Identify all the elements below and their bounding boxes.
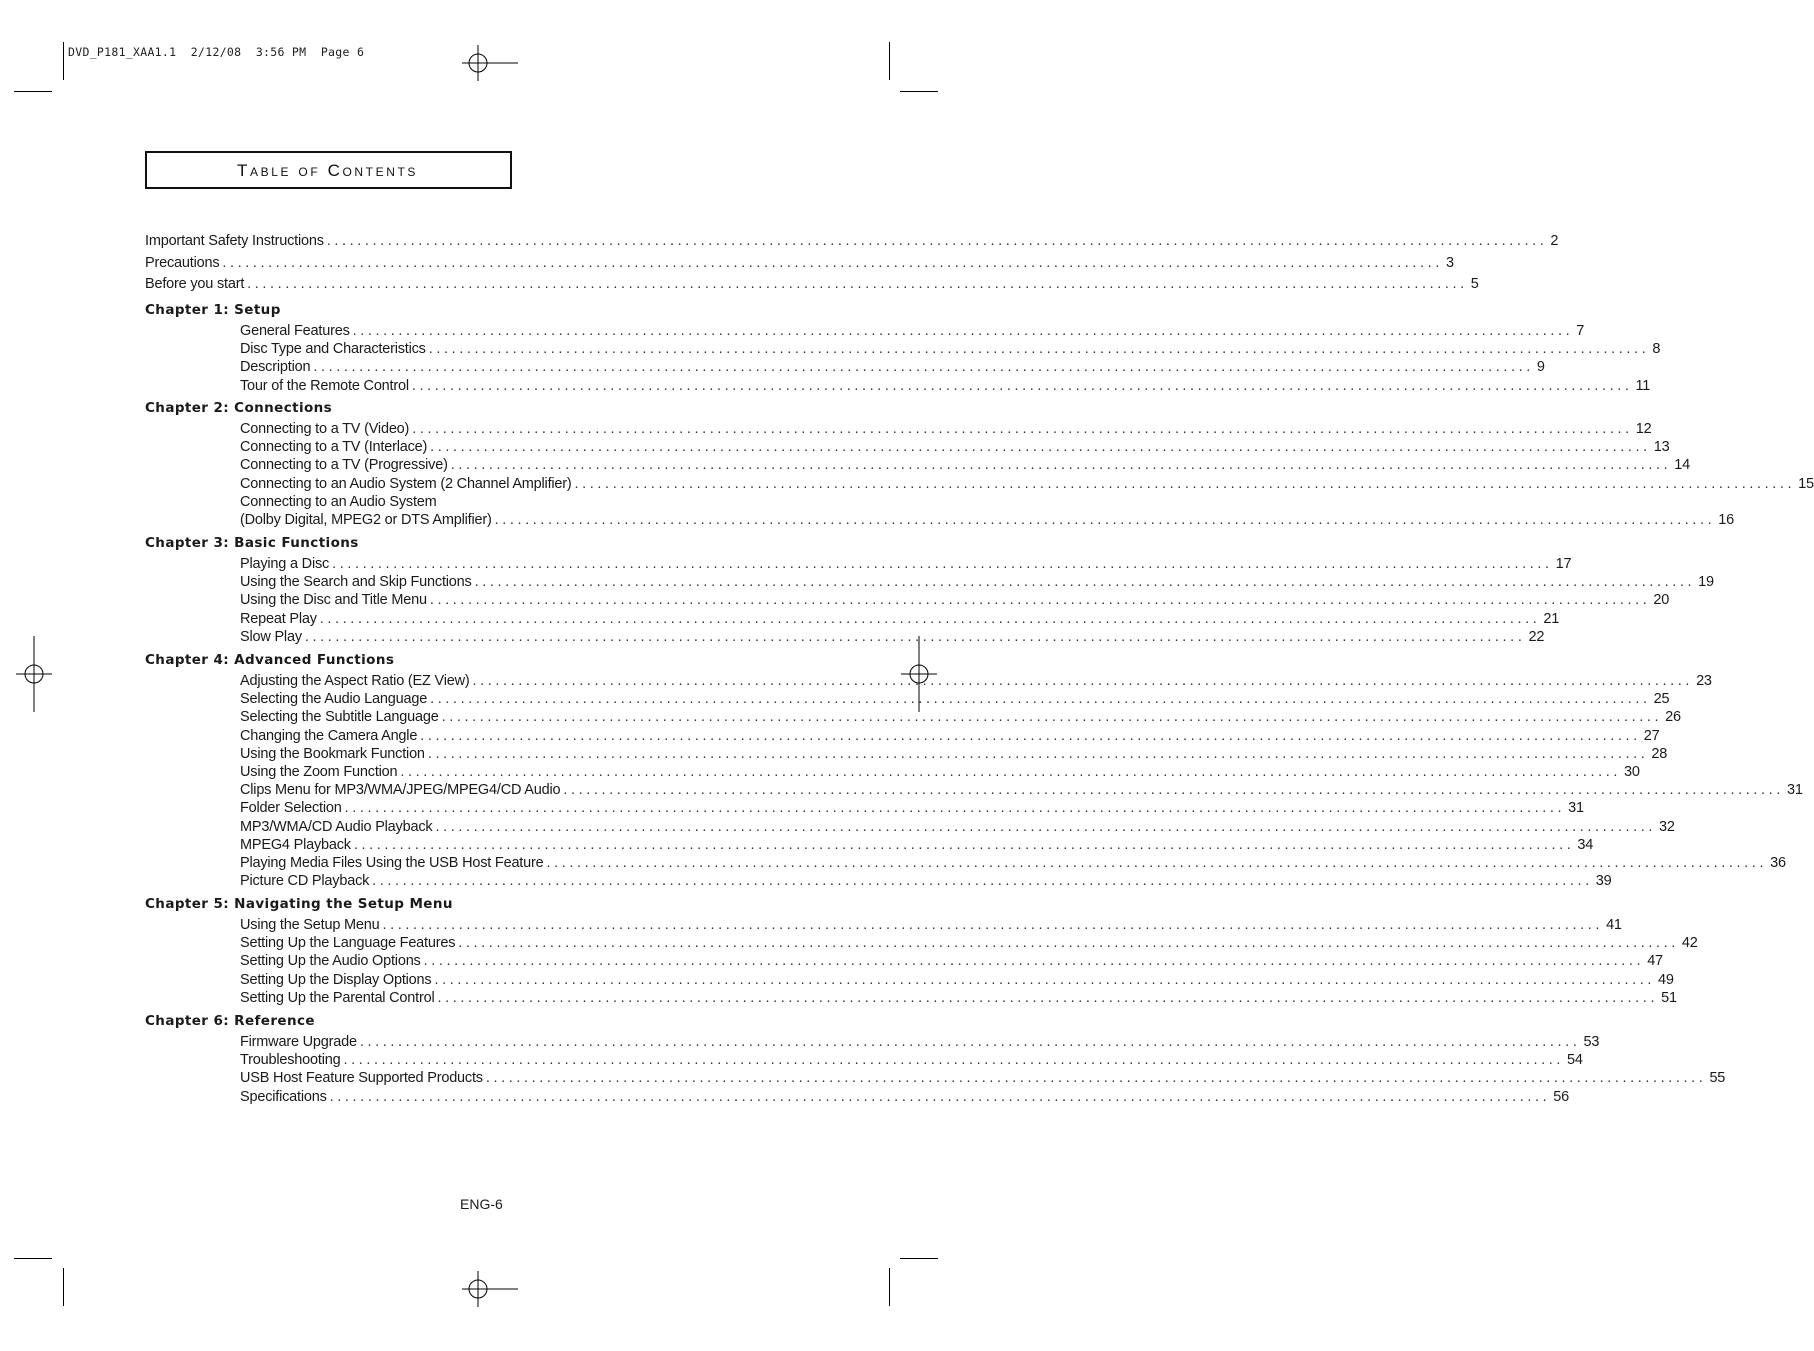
toc-entry [240, 872, 1612, 890]
dot-leader: ................................................................................................................................................................ [458, 935, 1679, 951]
toc-page-number: 34 [1577, 837, 1594, 853]
toc-page-number: 42 [1681, 935, 1698, 951]
toc-entry-label: Using the Zoom Function [240, 764, 398, 780]
toc-page-number: 39 [1595, 873, 1612, 889]
toc-page-number: 28 [1651, 746, 1668, 762]
toc-page-number: 54 [1567, 1052, 1583, 1068]
dot-leader: ................................................................................................................................................................ [382, 917, 1604, 933]
dot-leader: ................................................................................................................................................................ [474, 574, 1696, 590]
toc-page-number: 15 [1798, 476, 1814, 492]
toc-entry [240, 763, 1640, 781]
dot-leader: ................................................................................................................................................................ [441, 709, 1663, 725]
dot-leader: ................................................................................................................................................................ [427, 746, 1649, 762]
toc-entry [240, 456, 1691, 474]
toc-page-number: 47 [1647, 953, 1663, 969]
dot-leader: ................................................................................................................................................................ [494, 512, 1716, 528]
toc-entry [240, 818, 1675, 836]
dot-leader: ................................................................................................................................................................ [247, 276, 1468, 292]
toc-entry-label: Adjusting the Aspect Ratio (EZ View) [240, 673, 470, 689]
toc-entry [240, 1033, 1600, 1051]
chapter-heading: Chapter 1: Setup [145, 302, 281, 318]
dot-leader: ................................................................................................................................................................ [326, 233, 1548, 249]
toc-page-number: 49 [1658, 972, 1674, 988]
dot-leader: ................................................................................................................................................................ [574, 476, 1796, 492]
dot-leader: ................................................................................................................................................................ [412, 421, 1633, 437]
toc-page-number: 5 [1470, 276, 1479, 292]
toc-entry-label: Disc Type and Characteristics [240, 341, 426, 357]
toc-entry-label: USB Host Feature Supported Products [240, 1070, 483, 1086]
toc-entry [240, 377, 1651, 395]
toc-entry-label: Selecting the Subtitle Language [240, 709, 439, 725]
toc-entry-label: Setting Up the Display Options [240, 972, 432, 988]
toc-entry [240, 322, 1585, 340]
toc-page-number: 56 [1553, 1089, 1569, 1105]
toc-page-number: 41 [1606, 917, 1622, 933]
dot-leader: ................................................................................................................................................................ [359, 1034, 1581, 1050]
page-title: Table of Contents [237, 161, 418, 180]
toc-entry [240, 628, 1545, 646]
chapter-heading: Chapter 4: Advanced Functions [145, 652, 395, 668]
toc-entry [240, 591, 1670, 609]
dot-leader: ................................................................................................................................................................ [352, 323, 1574, 339]
toc-page-number: 30 [1623, 764, 1640, 780]
toc-entry-label: Using the Search and Skip Functions [240, 574, 472, 590]
dot-leader: ................................................................................................................................................................ [430, 439, 1651, 455]
toc-entry [240, 708, 1681, 726]
toc-page-number: 26 [1665, 709, 1681, 725]
toc-page-number: 3 [1445, 255, 1454, 271]
toc-page-number: 9 [1536, 359, 1545, 375]
dot-leader: ................................................................................................................................................................ [423, 953, 1645, 969]
toc-page-number: 14 [1674, 457, 1691, 473]
toc-entry [240, 934, 1698, 952]
dot-leader: ................................................................................................................................................................ [428, 341, 1650, 357]
toc-entry-label: Playing a Disc [240, 556, 330, 572]
toc-page-number: 13 [1653, 439, 1670, 455]
toc-page-number: 25 [1653, 691, 1670, 707]
toc-entry-label: Specifications [240, 1089, 327, 1105]
chapter-heading: Chapter 5: Navigating the Setup Menu [145, 896, 453, 912]
toc-entry [240, 854, 1786, 872]
dot-leader: ................................................................................................................................................................ [434, 972, 1656, 988]
toc-entry [240, 511, 1734, 529]
toc-entry [240, 610, 1560, 628]
toc-page-number: 17 [1555, 556, 1572, 572]
toc-page-number: 19 [1698, 574, 1714, 590]
toc-entry-label: Firmware Upgrade [240, 1034, 357, 1050]
toc-entry [240, 555, 1572, 573]
toc-entry-label: Repeat Play [240, 611, 317, 627]
dot-leader: ................................................................................................................................................................ [304, 629, 1526, 645]
toc-entry [240, 952, 1663, 970]
toc-entry [145, 232, 1559, 250]
dot-leader: ................................................................................................................................................................ [435, 819, 1657, 835]
dot-leader: ................................................................................................................................................................ [313, 359, 1534, 375]
toc-entry-label: MP3/WMA/CD Audio Playback [240, 819, 433, 835]
toc-entry [240, 690, 1670, 708]
print-slug: DVD_P181_XAA1.1 2/12/08 3:56 PM Page 6 [68, 45, 365, 59]
toc-entry [240, 1088, 1569, 1106]
toc-page-number: 16 [1718, 512, 1734, 528]
toc-page-number: 55 [1709, 1070, 1726, 1086]
toc-entry-label: Troubleshooting [240, 1052, 341, 1068]
page-number: ENG-6 [460, 1196, 503, 1212]
toc-page-number: 11 [1635, 378, 1651, 394]
toc-entry-label: Tour of the Remote Control [240, 378, 409, 394]
toc-entry-label: Setting Up the Language Features [240, 935, 456, 951]
toc-entry-label: General Features [240, 323, 350, 339]
dot-leader: ................................................................................................................................................................ [400, 764, 1621, 780]
dot-leader: ................................................................................................................................................................ [429, 592, 1651, 608]
dot-leader: ................................................................................................................................................................ [329, 1089, 1551, 1105]
toc-entry [240, 727, 1660, 745]
toc-entry-label: Using the Bookmark Function [240, 746, 425, 762]
toc-entry-label: MPEG4 Playback [240, 837, 351, 853]
toc-entry-label: Selecting the Audio Language [240, 691, 428, 707]
toc-entry-label: Folder Selection [240, 800, 342, 816]
toc-entry-label: Slow Play [240, 629, 302, 645]
toc-page-number: 23 [1696, 673, 1712, 689]
toc-entry [240, 989, 1677, 1007]
dot-leader: ................................................................................................................................................................ [319, 611, 1541, 627]
toc-entry [145, 275, 1479, 293]
toc-entry-label: Precautions [145, 255, 220, 271]
chapter-heading: Chapter 6: Reference [145, 1013, 315, 1029]
dot-leader: ................................................................................................................................................................ [344, 800, 1566, 816]
dot-leader: ................................................................................................................................................................ [353, 837, 1575, 853]
toc-page-number: 27 [1643, 728, 1660, 744]
toc-entry-label: Before you start [145, 276, 245, 292]
dot-leader: ................................................................................................................................................................ [343, 1052, 1565, 1068]
chapter-heading: Chapter 2: Connections [145, 400, 333, 416]
toc-page-number: 20 [1653, 592, 1670, 608]
toc-entry [240, 438, 1670, 456]
toc-entry [240, 745, 1668, 763]
toc-page-number: 31 [1786, 782, 1803, 798]
dot-leader: ................................................................................................................................................................ [437, 990, 1659, 1006]
toc-entry-label: Connecting to a TV (Interlace) [240, 439, 428, 455]
toc-entry-label: Connecting to an Audio System [240, 494, 437, 510]
toc-entry-label: Connecting to an Audio System (2 Channel Amplifier) [240, 476, 572, 492]
chapter-heading: Chapter 3: Basic Functions [145, 535, 359, 551]
toc-entry [240, 916, 1622, 934]
toc-page-number: 12 [1635, 421, 1652, 437]
toc-entry-label: Connecting to a TV (Video) [240, 421, 410, 437]
toc-entry [240, 1069, 1726, 1087]
toc-page-number: 22 [1528, 629, 1545, 645]
toc-page-number: 21 [1543, 611, 1560, 627]
toc-entry [240, 420, 1652, 438]
dot-leader: ................................................................................................................................................................ [332, 556, 1553, 572]
toc-page-number: 8 [1652, 341, 1661, 357]
toc-entry-label: Setting Up the Parental Control [240, 990, 435, 1006]
toc-page-number: 2 [1550, 233, 1559, 249]
toc-entry-label: Connecting to a TV (Progressive) [240, 457, 448, 473]
toc-entry-label: Using the Setup Menu [240, 917, 380, 933]
dot-leader: ................................................................................................................................................................ [546, 855, 1768, 871]
toc-entry [240, 971, 1674, 989]
toc-page-number: 36 [1770, 855, 1786, 871]
toc-page-number: 31 [1568, 800, 1584, 816]
toc-entry-label: Changing the Camera Angle [240, 728, 418, 744]
dot-leader: ................................................................................................................................................................ [411, 378, 1633, 394]
toc-entry [240, 836, 1594, 854]
toc-entry [240, 1051, 1583, 1069]
toc-entry-label: Using the Disc and Title Menu [240, 592, 427, 608]
dot-leader: ................................................................................................................................................................ [563, 782, 1784, 798]
toc-entry [240, 672, 1712, 690]
toc-entry-label: Picture CD Playback [240, 873, 370, 889]
toc-page-number: 53 [1583, 1034, 1600, 1050]
toc-entry-label: Playing Media Files Using the USB Host Feature [240, 855, 544, 871]
toc-entry [240, 475, 1814, 493]
toc-entry-label: Setting Up the Audio Options [240, 953, 421, 969]
toc-entry [240, 358, 1545, 376]
toc-entry [240, 781, 1803, 799]
toc-entry-label: (Dolby Digital, MPEG2 or DTS Amplifier) [240, 512, 492, 528]
toc-page-number: 7 [1576, 323, 1585, 339]
toc-page-number: 51 [1661, 990, 1677, 1006]
toc-page-number: 32 [1659, 819, 1675, 835]
toc-entry-label: Description [240, 359, 311, 375]
dot-leader: ................................................................................................................................................................ [372, 873, 1593, 889]
dot-leader: ................................................................................................................................................................ [485, 1070, 1707, 1086]
dot-leader: ................................................................................................................................................................ [430, 691, 1651, 707]
dot-leader: ................................................................................................................................................................ [420, 728, 1641, 744]
toc-entry [240, 573, 1714, 591]
dot-leader: ................................................................................................................................................................ [472, 673, 1694, 689]
toc-entry-label: Clips Menu for MP3/WMA/JPEG/MPEG4/CD Audio [240, 782, 561, 798]
dot-leader: ................................................................................................................................................................ [450, 457, 1672, 473]
toc-entry [145, 254, 1454, 272]
dot-leader: ................................................................................................................................................................ [222, 255, 1443, 271]
toc-entry [240, 340, 1661, 358]
toc-entry-label: Important Safety Instructions [145, 233, 324, 249]
toc-entry [240, 799, 1584, 817]
